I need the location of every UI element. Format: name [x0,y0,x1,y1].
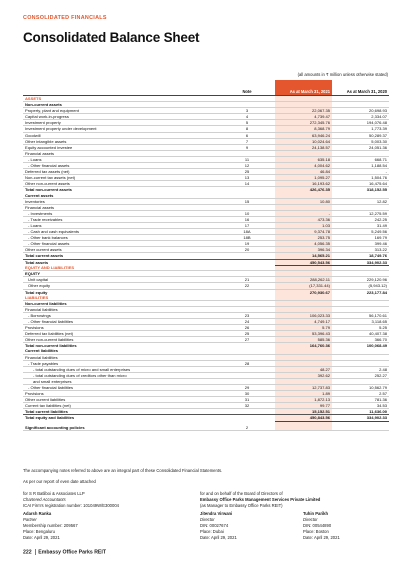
row-note: 25 [219,331,275,337]
row-label: Financial liabilities [23,354,219,360]
row-previous-value: 5,249.56 [332,229,389,235]
row-current-value: 1.03 [275,222,332,228]
row-note: 2 [219,421,275,431]
signatory-id: DIN: 00544890 [303,523,332,528]
note-column-header: Note [219,80,275,96]
row-label: Other current assets [23,247,219,253]
row-note: 17 [219,222,275,228]
row-previous-value: 12.82 [332,198,389,204]
row-previous-value: 10,562.79 [332,385,389,391]
row-current-value: 4,739.47 [275,114,332,120]
row-current-value: 14,565.21 [275,253,332,259]
table-header-row [23,80,389,96]
page-title: Consolidated Balance Sheet [23,30,200,45]
row-current-value [275,421,332,431]
row-label: - Investments [23,210,219,216]
row-label: Other equity [23,283,219,289]
row-note: 18B [219,235,275,241]
row-previous-value: 169.79 [332,235,389,241]
row-label: - total outstanding dues of micro and small enterprises [23,366,219,372]
row-current-value: 253.75 [275,235,332,241]
row-label: Provisions [23,325,219,331]
row-label: Financial assets [23,204,219,210]
row-note: 32 [219,403,275,409]
board-text: for and on behalf of the Board of Directors of [200,491,283,496]
row-previous-value: 366.70 [332,337,389,343]
row-previous-value: 334,902.33 [332,259,389,265]
row-label: Deferred tax liabilities (net) [23,331,219,337]
row-current-value: 392.62 [275,372,332,378]
row-note: 22 [219,283,275,289]
row-previous-value: 223,177.84 [332,289,389,295]
row-note: 26 [219,325,275,331]
row-label: Current liabilities [23,348,219,354]
footer-divider [35,549,36,555]
row-note: 7 [219,138,275,144]
row-note: 24 [219,318,275,324]
row-current-value: 450,543.56 [275,259,332,265]
row-label: Other non-current assets [23,181,219,187]
row-current-value: 22,067.35 [275,108,332,114]
row-label: and small enterprises [23,378,219,384]
row-label: - Cash and cash equivalents [23,229,219,235]
amounts-note: (all amounts in ₹ million unless otherwise stated) [297,72,388,77]
row-label: Provisions [23,391,219,397]
row-label: Financial liabilities [23,306,219,312]
row-label: Goodwill [23,132,219,138]
row-previous-value: 781.36 [332,397,389,403]
row-note: 16 [219,216,275,222]
row-label: LIABILITIES [23,295,219,301]
signatory-id: Membership number: 209567 [23,523,78,528]
row-label: Other current liabilities [23,397,219,403]
row-label: - Loans [23,156,219,162]
row-label: Capital work-in-progress [23,114,219,120]
row-previous-value: 1,188.54 [332,163,389,169]
row-previous-value: 2.57 [332,391,389,397]
row-note: 15 [219,198,275,204]
row-previous-value: 11,636.00 [332,409,389,415]
row-label: Total assets [23,259,219,265]
table-row [23,421,389,431]
row-current-value: 585.36 [275,337,332,343]
row-note: 9 [219,144,275,150]
report-eyebrow: CONSOLIDATED FINANCIALS [23,15,107,21]
row-previous-value: 252.27 [332,372,389,378]
row-label: Non-current assets [23,102,219,108]
row-current-value: 10,024.64 [275,138,332,144]
row-label: Other intangible assets [23,138,219,144]
row-label: - Borrowings [23,312,219,318]
row-label: EQUITY [23,271,219,277]
row-label: Significant accounting policies [23,421,219,431]
row-current-value: 270,930.67 [275,289,332,295]
row-label: EQUITY AND LIABILITIES [23,265,219,271]
row-label: - Other financial assets [23,241,219,247]
row-label: Equity accounted investee [23,144,219,150]
row-current-value: 288,262.11 [275,277,332,283]
row-label: - Other financial assets [23,163,219,169]
row-label: Investment property [23,120,219,126]
row-current-value: 450,843.56 [275,415,332,421]
row-current-value: 164,760.36 [275,343,332,349]
row-previous-value [332,421,389,431]
row-current-value: 272,345.76 [275,120,332,126]
row-current-value: 63,946.24 [275,132,332,138]
board-block [200,491,390,509]
row-label: Non-current tax assets (net) [23,175,219,181]
row-note: 4 [219,114,275,120]
row-label: Inventories [23,198,219,204]
row-current-value: - [275,210,332,216]
row-current-value: 53,396.43 [275,331,332,337]
row-previous-value: 242.25 [332,216,389,222]
row-previous-value: 2,334.07 [332,114,389,120]
row-label: - Other bank balances [23,235,219,241]
row-previous-value: 2.48 [332,366,389,372]
row-current-value: 46.84 [275,169,332,175]
row-note: 30 [219,391,275,397]
row-note: 14 [219,181,275,187]
row-current-value: 396.34 [275,247,332,253]
row-previous-value: 12,275.59 [332,210,389,216]
row-label: Total non-current liabilities [23,343,219,349]
signatory-name: Adarsh Ranka [23,511,52,516]
row-current-value: 12,737.83 [275,385,332,391]
row-previous-value: 20,698.93 [332,108,389,114]
signatory-name: Tuhin Parikh [303,511,329,516]
row-note: 29 [219,385,275,391]
row-previous-value: 313.22 [332,247,389,253]
row-note: 5 [219,120,275,126]
row-current-value: 16,193.62 [275,181,332,187]
row-label: Other non-current liabilities [23,337,219,343]
row-current-value: 48.27 [275,366,332,372]
row-previous-value: 334,902.33 [332,415,389,421]
current-year-column-header: As at March 31, 2021 [275,80,332,96]
row-note: 12 [219,163,275,169]
signatory-role: Director [303,517,318,522]
row-label: Total current assets [23,253,219,259]
row-previous-value: 3,118.65 [332,318,389,324]
row-label: Current tax liabilities (net) [23,403,219,409]
row-previous-value: 31.49 [332,222,389,228]
row-note: 25 [219,169,275,175]
row-current-value: 10.80 [275,198,332,204]
report-reference-text: As per our report of even date attached [23,479,96,484]
row-current-value: 473.36 [275,216,332,222]
signatory-name: Jitendra Virwani [200,511,233,516]
row-label: - total outstanding dues of creditors other than micro [23,372,219,378]
row-note: 23 [219,312,275,318]
row-previous-value: - [332,169,389,175]
row-previous-value: 399.46 [332,241,389,247]
row-note: 20 [219,247,275,253]
row-note: 31 [219,397,275,403]
row-note: 27 [219,337,275,343]
signatory-date: Date: April 29, 2021 [303,535,340,540]
row-previous-value: 1,773.39 [332,126,389,132]
row-label: Non-current liabilities [23,300,219,306]
signatory-date: Date: April 29, 2021 [23,535,60,540]
signatory-2 [200,511,290,541]
signatory-place: Place: Bengaluru [23,529,55,534]
row-current-value: (17,331.44) [275,283,332,289]
row-previous-value: 56,170.61 [332,312,389,318]
row-label: Unit capital [23,277,219,283]
auditor-firm: for S R Batliboi & Associates LLP [23,491,85,496]
signatory-id: DIN: 00027674 [200,523,229,528]
row-current-value: 4,004.62 [275,163,332,169]
row-label: Property, plant and equipment [23,108,219,114]
row-label: Financial assets [23,150,219,156]
row-current-value: 15,152.51 [275,409,332,415]
row-previous-value: 5.25 [332,325,389,331]
row-previous-value: 318,152.55 [332,187,389,193]
signatory-role: Partner [23,517,37,522]
row-previous-value: 24,051.36 [332,144,389,150]
signatory-place: Place: Boston [303,529,329,534]
row-label: - Loans [23,222,219,228]
row-current-value: 8,368.79 [275,126,332,132]
row-current-value: 635.18 [275,156,332,162]
row-label: Total equity [23,289,219,295]
row-note: 8 [219,126,275,132]
row-previous-value: 1,504.76 [332,175,389,181]
row-previous-value: 229,120.96 [332,277,389,283]
row-label: - Other financial liabilities [23,318,219,324]
row-current-value: 4,056.35 [275,241,332,247]
row-current-value: 4,749.17 [275,318,332,324]
row-previous-value: 5,003.30 [332,138,389,144]
row-note: 10 [219,210,275,216]
manager-role: (as Manager to Embassy Office Parks REIT) [200,503,283,508]
row-note: 13 [219,175,275,181]
row-label: - Trade payables [23,360,219,366]
manager-name: Embassy Office Parks Management Services Private Limited [200,497,321,502]
row-previous-value: 34.53 [332,403,389,409]
row-previous-value: 40,407.38 [332,331,389,337]
row-label: Current assets [23,193,219,199]
row-previous-value: (5,943.12) [332,283,389,289]
publication-name: Embassy Office Parks REIT [38,549,107,556]
row-note: 21 [219,277,275,283]
signatory-role: Director [200,517,215,522]
row-previous-value: 16,475.64 [332,181,389,187]
row-current-value: 9,374.78 [275,229,332,235]
row-note: 6 [219,132,275,138]
page-number: 222 [23,549,32,556]
accompanying-notes-text: The accompanying notes referred to above are an integral part of these Consolidated Financial Statements. [23,468,223,473]
previous-year-column-header: As at March 31, 2020 [332,80,389,96]
row-current-value: 99.77 [275,403,332,409]
row-previous-value: 194,076.48 [332,120,389,126]
signatory-place: Place: Dubai [200,529,224,534]
balance-sheet-table [23,80,389,431]
row-previous-value: 668.71 [332,156,389,162]
row-label: Total equity and liabilities [23,415,219,421]
signatory-3 [303,511,393,541]
signatory-1 [23,511,143,541]
row-note: 11 [219,156,275,162]
row-current-value: 1,095.27 [275,175,332,181]
particulars-header [23,80,219,96]
auditor-block [23,491,198,509]
row-current-value: 5.79 [275,325,332,331]
row-current-value: 1,872.13 [275,397,332,403]
row-note: 19 [219,241,275,247]
row-label: ASSETS [23,96,219,102]
row-note: 28 [219,360,275,366]
row-label: Total non-current assets [23,187,219,193]
page-footer [23,549,106,555]
row-note: 18A [219,229,275,235]
row-note: 3 [219,108,275,114]
row-current-value: 106,023.33 [275,312,332,318]
row-previous-value: 50,289.37 [332,132,389,138]
auditor-firm-reg: ICAI Firm's registration number: 101049W/E300004 [23,503,119,508]
row-current-value: 24,138.57 [275,144,332,150]
signatory-date: Date: April 29, 2021 [200,535,237,540]
row-current-value: 1.89 [275,391,332,397]
row-label: - Trade receivables [23,216,219,222]
row-label: Investment property under development [23,126,219,132]
row-previous-value: 18,749.76 [332,253,389,259]
row-previous-value: 100,068.49 [332,343,389,349]
row-label: Deferred tax assets (net) [23,169,219,175]
auditor-firm-desc: Chartered Accountants [23,497,66,502]
row-current-value: 426,476.35 [275,187,332,193]
row-label: - Other financial liabilities [23,385,219,391]
row-label: Total current liabilities [23,409,219,415]
